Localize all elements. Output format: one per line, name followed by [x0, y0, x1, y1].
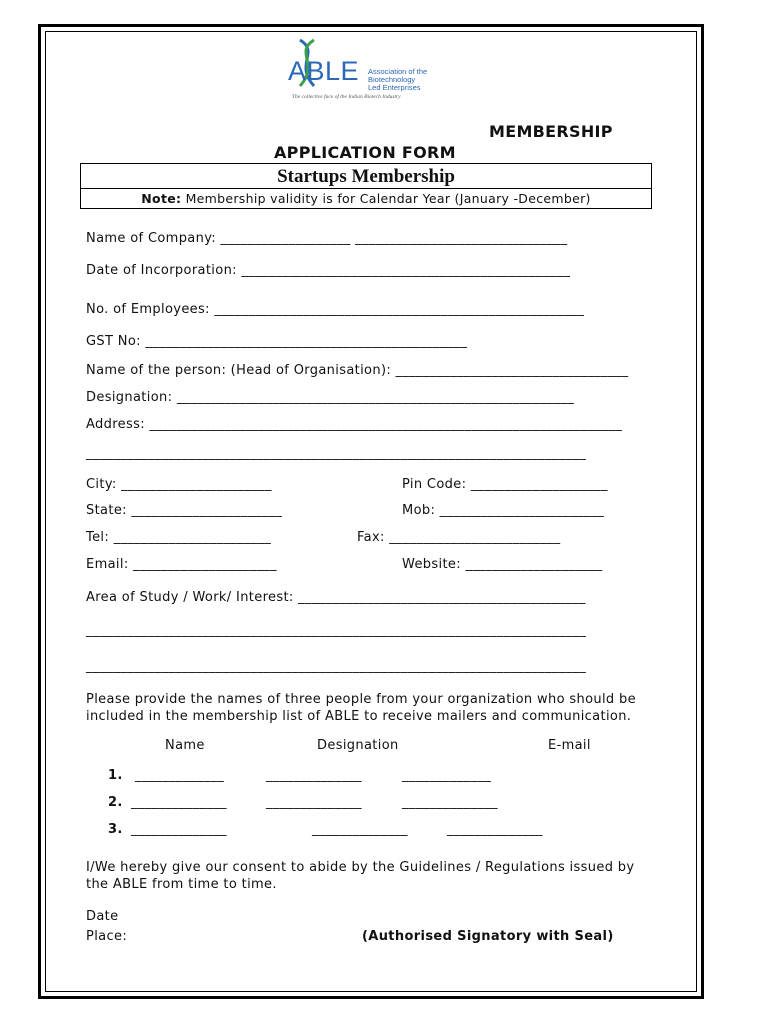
contact-email-input[interactable]: _____________: [402, 768, 492, 783]
address-line-2[interactable]: _________________________________________________________________________: [86, 446, 587, 461]
col-header-email: E-mail: [548, 738, 591, 753]
contacts-intro-line-2: included in the membership list of ABLE to receive mailers and communication.: [86, 709, 632, 724]
pin-code-field[interactable]: Pin Code: ____________________: [402, 477, 608, 492]
contact-name-input[interactable]: _____________: [135, 768, 225, 783]
address-field[interactable]: Address: _____________________________________________________________________: [86, 417, 623, 432]
contact-email-input[interactable]: ______________: [447, 822, 543, 837]
mob-field[interactable]: Mob: ________________________: [402, 503, 605, 518]
contacts-intro-line-1: Please provide the names of three people from your organization who should be: [86, 692, 636, 707]
note-row: [81, 188, 651, 209]
head-of-organisation-field[interactable]: Name of the person: (Head of Organisation): __________________________________: [86, 363, 629, 378]
state-field[interactable]: State: ______________________: [86, 503, 283, 518]
place-label: Place:: [86, 929, 128, 944]
col-header-name: Name: [165, 738, 205, 753]
authorised-signatory-label: (Authorised Signatory with Seal): [362, 929, 614, 944]
title-box: [80, 163, 652, 209]
no-of-employees-field[interactable]: No. of Employees: ______________________________________________________: [86, 302, 585, 317]
heading-application-form: APPLICATION FORM: [274, 143, 456, 162]
logo-line-3: Led Enterprises: [368, 83, 421, 92]
website-field[interactable]: Website: ____________________: [402, 557, 603, 572]
heading-membership: MEMBERSHIP: [489, 122, 613, 141]
gst-no-field[interactable]: GST No: _______________________________________________: [86, 334, 468, 349]
logo-line-1: Association of the: [368, 67, 428, 76]
area-line-2[interactable]: _________________________________________________________________________: [86, 623, 587, 638]
date-of-incorporation-field[interactable]: Date of Incorporation: ________________________________________________: [86, 263, 571, 278]
contact-designation-input[interactable]: ______________: [266, 795, 362, 810]
contact-row-number: 2.: [108, 795, 123, 810]
consent-line-2: the ABLE from time to time.: [86, 877, 277, 892]
col-header-designation: Designation: [317, 738, 399, 753]
email-field[interactable]: Email: _____________________: [86, 557, 277, 572]
note-label: Note:: [141, 191, 182, 206]
contact-name-input[interactable]: ______________: [131, 822, 227, 837]
able-logo: [286, 38, 446, 104]
company-name-field[interactable]: Name of Company: ___________________ _______________________________: [86, 231, 568, 246]
form-title: Startups Membership: [277, 166, 455, 187]
logo-wordmark: ABLE: [288, 56, 360, 86]
city-field[interactable]: City: ______________________: [86, 477, 272, 492]
contact-name-input[interactable]: ______________: [131, 795, 227, 810]
fax-field[interactable]: Fax: _________________________: [357, 530, 561, 545]
contact-designation-input[interactable]: ______________: [312, 822, 408, 837]
note-text: Membership validity is for Calendar Year (January -December): [181, 191, 591, 206]
logo-tagline: The collective face of the Indian Biotech Industry: [292, 94, 401, 100]
contact-row-number: 1.: [108, 768, 123, 783]
tel-field[interactable]: Tel: _______________________: [86, 530, 272, 545]
logo-line-2: Biotechnology: [368, 75, 416, 84]
designation-field[interactable]: Designation: __________________________________________________________: [86, 390, 575, 405]
contact-row-number: 3.: [108, 822, 123, 837]
contact-email-input[interactable]: ______________: [402, 795, 498, 810]
consent-line-1: I/We hereby give our consent to abide by the Guidelines / Regulations issued by: [86, 860, 635, 875]
area-line-3[interactable]: _________________________________________________________________________: [86, 659, 587, 674]
date-label: Date: [86, 909, 119, 924]
contact-designation-input[interactable]: ______________: [266, 768, 362, 783]
area-of-study-field[interactable]: Area of Study / Work/ Interest: __________________________________________: [86, 590, 586, 605]
